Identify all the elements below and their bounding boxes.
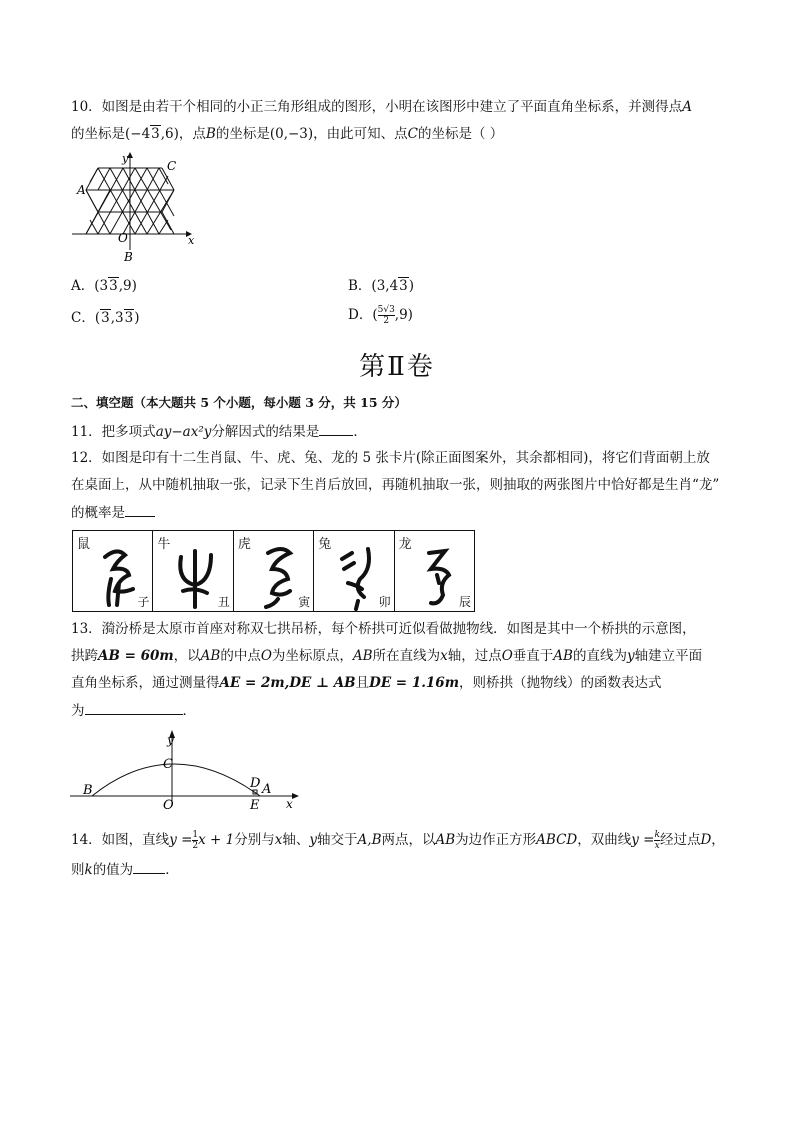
q12-answer-blank[interactable] [125,502,155,517]
fig13-b-label: B [83,783,93,798]
zodiac-card-ox: 牛 丑 [153,531,233,611]
q13-line3: 直角坐标系，通过测量得AE = 2m,DE ⊥ AB且DE = 1.16m，则桥拱（抛物线）的函数表达式 [71,675,662,691]
q14-line1: 14．如图，直线y = $\frac{1}{2}$ x + 1分别与x轴、y轴交于A,B两点，以AB为边作正方形ABCD，双曲线y = $\frac{k}{x}$ 经过点D， [71,830,725,851]
q14-line2: 则k的值为 ． [71,859,179,880]
fig10-a-label: A [77,183,86,197]
q13-answer-blank[interactable] [85,700,183,715]
q13-line1: 13．漪汾桥是太原市首座对称双七拱吊桥，每个桥拱可近似看做抛物线．如图是其中一个桥拱的示意图， [71,621,696,637]
fig13-d-label: D [250,776,261,791]
fig10-o-label: O [118,231,128,245]
zodiac-card-rat: 鼠 子 [73,531,153,611]
fig10-x-label: x [188,234,195,247]
zodiac-card-tiger: 虎 寅 [234,531,314,611]
q10-line2: 的坐标是(−43,6)，点B的坐标是(0,−3)，由此可知、点C的坐标是（ ） [71,126,504,142]
fig13-y-label: y [167,733,174,747]
section-heading: 二、填空题（本大题共 5 个小题，每小题 3 分，共 15 分） [71,395,407,410]
q10-option-d[interactable]: D．( $\frac{5√3}{2}$ ,9) [348,305,413,326]
zodiac-card-rabbit: 兔 卯 [314,531,394,611]
q10-line1: 10．如图是由若干个相同的小正三角形组成的图形，小明在该图形中建立了平面直角坐标系，并测得点A [71,99,692,115]
fig10-y-label: y [122,152,129,165]
fig13-a-label: A [262,782,272,797]
q12-line1: 12．如图是印有十二生肖鼠、牛、虎、兔、龙的 5 张卡片(除正面图案外，其余都相同)，将它们背面朝上放 [71,450,710,466]
q10-option-c[interactable]: C．(3,33) [71,310,140,326]
q11-answer-blank[interactable] [319,421,353,436]
q14-answer-blank[interactable] [133,859,165,874]
fig13-e-label: E [250,798,260,813]
q13-line2: 拱跨AB = 60m，以AB的中点O为坐标原点，AB所在直线为x轴，过点O垂直于AB的直线为y轴建立平面 [71,648,703,664]
fig10-b-label: B [124,250,133,264]
q10-option-a[interactable]: A．(33,9) [71,278,137,294]
fig13-o-label: O [163,798,174,813]
fig10-c-label: C [167,159,177,173]
q13-line4: 为 ． [71,700,196,721]
fig13-c-label: C [163,757,173,772]
q10-triangle-grid-figure [68,150,198,265]
q12-line2: 在桌面上，从中随机抽取一张，记录下生肖后放回，再随机抽取一张，则抽取的两张图片中恰好都是生肖“龙” [71,477,720,493]
q12-line3: 的概率是 [71,502,155,523]
fig13-x-label: x [286,797,293,811]
section-title: 第Ⅱ卷 [359,352,435,382]
q13-bridge-arch-figure [70,728,300,813]
zodiac-cards [72,530,475,612]
q10-option-b[interactable]: B．(3,43) [348,278,415,294]
q11-line: 11．把多项式ay−ax²y分解因式的结果是 ． [71,421,367,442]
zodiac-card-dragon: 龙 辰 [398,537,472,609]
